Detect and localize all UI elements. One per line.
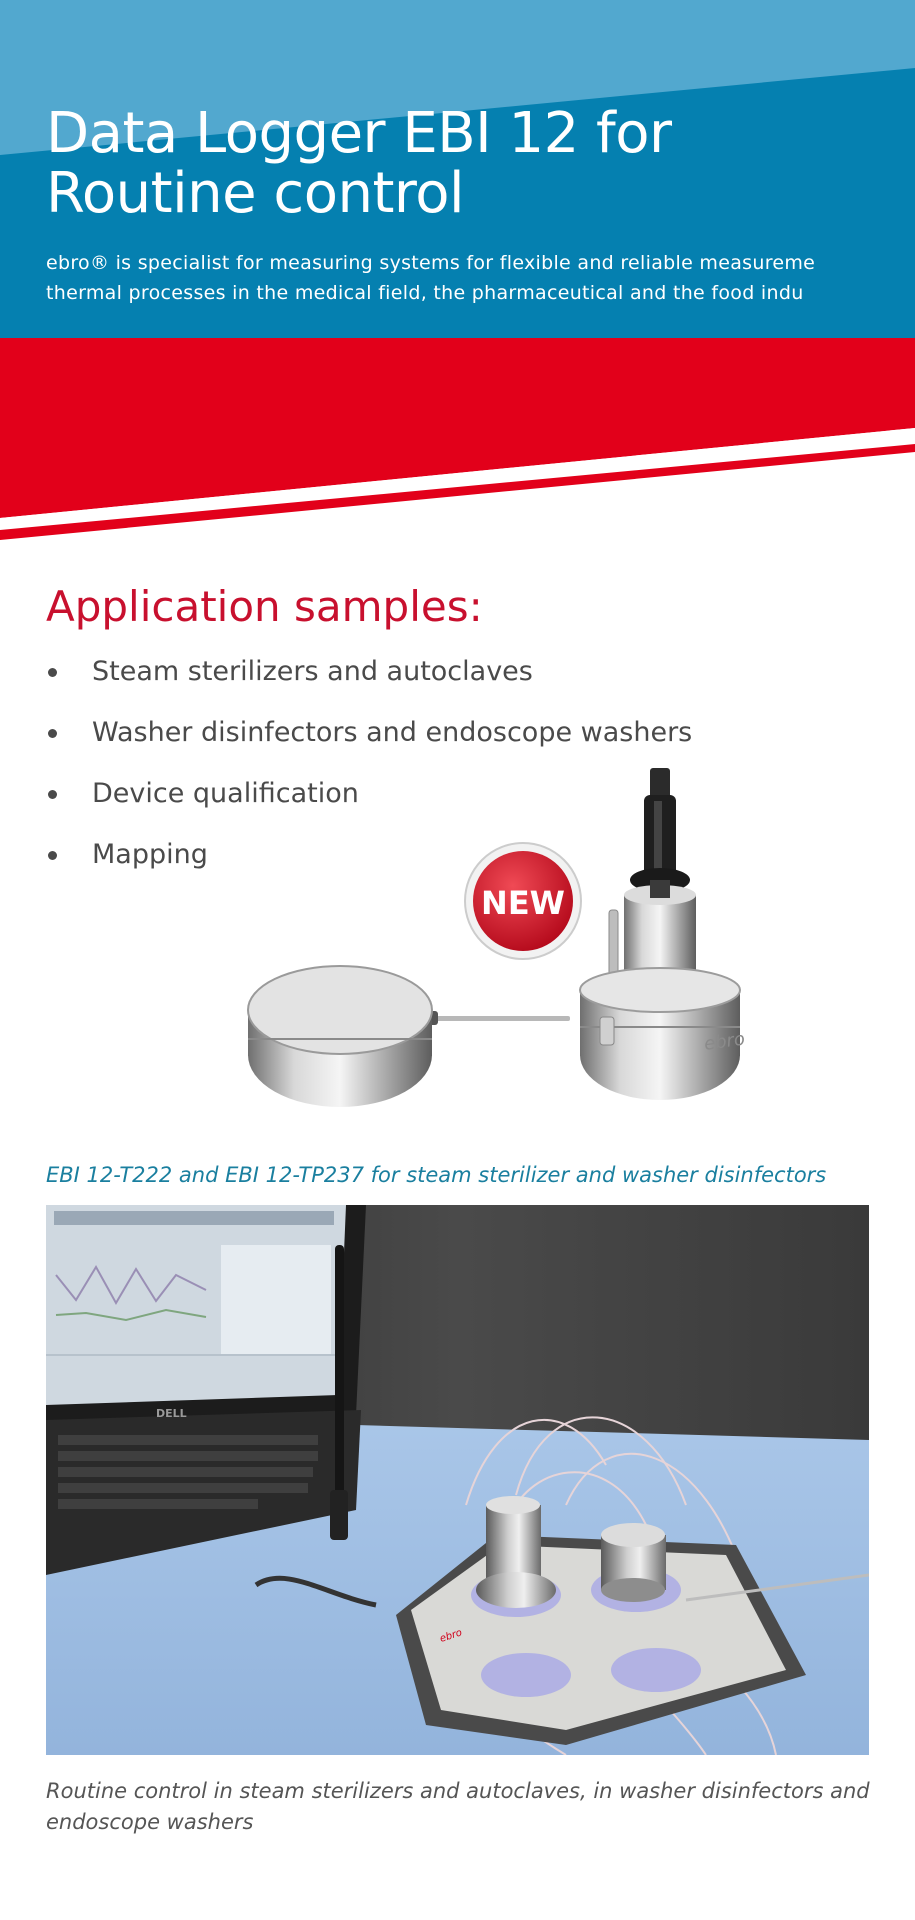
product-caption: EBI 12-T222 and EBI 12-TP237 for steam sterilizer and washer disinfectors xyxy=(46,1163,827,1187)
logger-tall xyxy=(580,768,746,1100)
intro-line-2: thermal processes in the medical field, the pharmaceutical and the food indu xyxy=(46,282,804,304)
photo-caption-line-2: endoscope washers xyxy=(46,1810,254,1834)
product-image xyxy=(240,755,830,1125)
page-title xyxy=(46,101,672,226)
list-item: Device qualification xyxy=(46,772,692,833)
base-logo: ebro xyxy=(438,1627,464,1645)
list-item: Mapping xyxy=(46,833,692,894)
laptop-brand: DELL xyxy=(156,1407,187,1420)
new-badge xyxy=(465,843,581,959)
section-title: Application samples: xyxy=(46,582,483,631)
intro-line-1: ebro® is specialist for measuring systems for flexible and reliable measureme xyxy=(46,252,816,274)
logger-flat xyxy=(248,966,570,1107)
intro-text xyxy=(46,248,915,308)
list-item: Steam sterilizers and autoclaves xyxy=(46,650,692,711)
title-line-1: Data Logger EBI 12 for xyxy=(46,101,672,166)
list-item: Washer disinfectors and endoscope washers xyxy=(46,711,692,772)
new-badge-label: NEW xyxy=(481,884,565,922)
tall-logger-logo: ebro xyxy=(702,1028,747,1055)
routine-control-photo xyxy=(46,1205,869,1755)
photo-caption xyxy=(46,1776,876,1838)
title-line-2: Routine control xyxy=(46,161,465,226)
photo-caption-line-1: Routine control in steam sterilizers and autoclaves, in washer disinfectors and xyxy=(46,1779,870,1803)
